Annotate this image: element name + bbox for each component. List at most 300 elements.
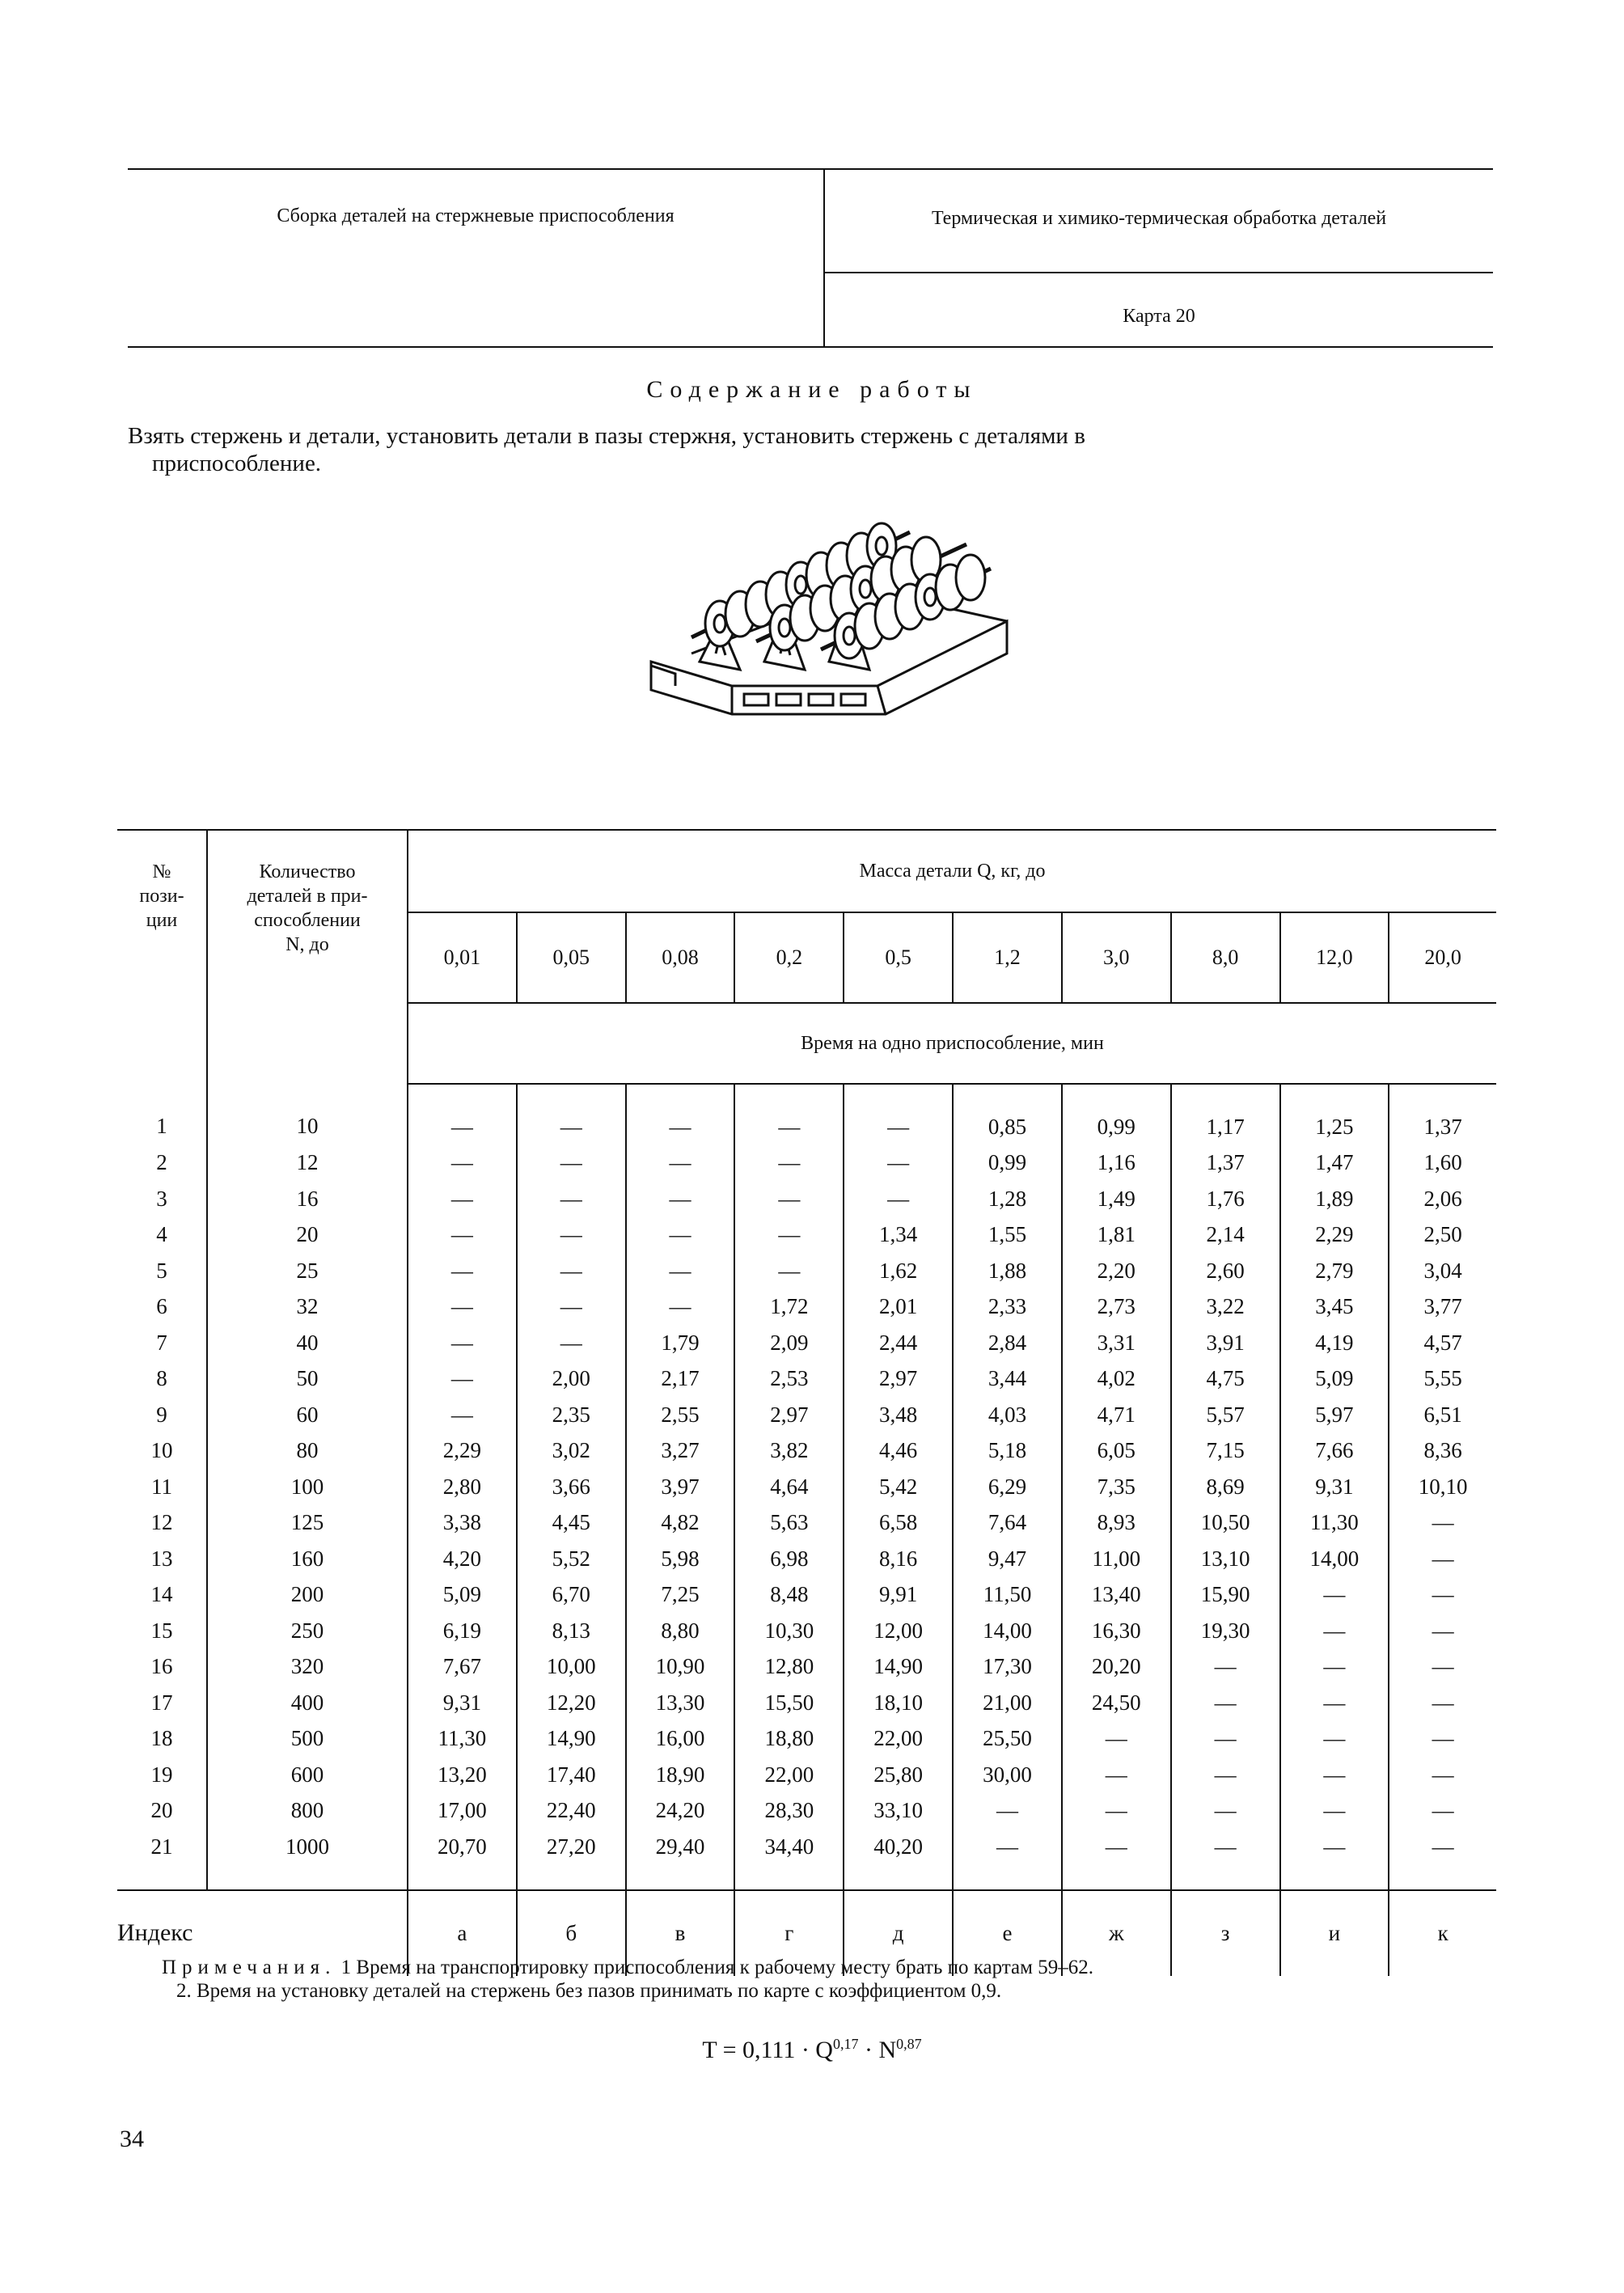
time-value-cell: 15,90: [1171, 1577, 1280, 1614]
time-value-cell: 4,64: [734, 1469, 844, 1505]
time-value-cell: 1,76: [1171, 1181, 1280, 1217]
time-value-cell: 9,47: [953, 1541, 1062, 1577]
quantity-cell: 600: [207, 1757, 408, 1793]
time-value-cell: —: [626, 1145, 735, 1182]
time-value-cell: 29,40: [626, 1829, 735, 1890]
index-value-cell: д: [844, 1890, 953, 1976]
time-value-cell: 1,72: [734, 1289, 844, 1326]
time-value-cell: 0,99: [953, 1145, 1062, 1182]
time-value-cell: 17,30: [953, 1649, 1062, 1686]
time-value-cell: —: [517, 1181, 626, 1217]
quantity-header-line: способлении: [254, 910, 361, 931]
position-cell: 14: [117, 1577, 207, 1614]
position-cell: 1: [117, 1084, 207, 1145]
position-cell: 21: [117, 1829, 207, 1890]
time-value-cell: 1,49: [1062, 1181, 1171, 1217]
time-value-cell: 8,80: [626, 1613, 735, 1649]
index-value-cell: а: [408, 1890, 517, 1976]
time-value-cell: —: [844, 1145, 953, 1182]
quantity-cell: 400: [207, 1685, 408, 1721]
quantity-cell: 200: [207, 1577, 408, 1614]
time-value-cell: 10,30: [734, 1613, 844, 1649]
header-block: [128, 168, 1493, 348]
time-value-cell: 25,80: [844, 1757, 953, 1793]
time-value-cell: 5,52: [517, 1541, 626, 1577]
mass-header: Масса детали Q, кг, до: [408, 830, 1496, 912]
position-cell: 9: [117, 1397, 207, 1433]
quantity-cell: 50: [207, 1361, 408, 1398]
time-value-cell: 1,37: [1423, 1114, 1462, 1139]
time-value-cell: 6,51: [1423, 1402, 1462, 1427]
time-value-cell: 4,71: [1062, 1397, 1171, 1433]
header-right-top-cell: [825, 170, 1493, 273]
quantity-cell: 40: [207, 1325, 408, 1361]
time-value-cell: 8,93: [1062, 1505, 1171, 1542]
time-value-cell: 14,00: [953, 1613, 1062, 1649]
time-value-cell: —: [734, 1253, 844, 1289]
time-value-cell: —: [408, 1325, 517, 1361]
time-value-cell: 7,25: [626, 1577, 735, 1614]
time-value-cell: —: [1432, 1546, 1454, 1571]
time-value-cell: 5,97: [1280, 1397, 1389, 1433]
quantity-cell: 12: [207, 1145, 408, 1182]
formula: [0, 2036, 1624, 2064]
time-value-cell: 11,30: [408, 1721, 517, 1758]
card-number: Карта 20: [1123, 306, 1195, 327]
time-value-cell: 10,00: [517, 1649, 626, 1686]
position-cell: 6: [117, 1289, 207, 1326]
time-value-cell: —: [1280, 1577, 1389, 1614]
header-right-title: Термическая и химико-термическая обработка деталей: [931, 208, 1387, 229]
quantity-cell: 10: [207, 1084, 408, 1145]
header-left-title: Сборка деталей на стержневые приспособления: [277, 205, 675, 226]
table-row: [117, 1541, 1496, 1577]
time-value-cell: 3,48: [844, 1397, 953, 1433]
time-value-cell: 1,16: [1062, 1145, 1171, 1182]
time-value-cell: 18,80: [734, 1721, 844, 1758]
time-value-cell: —: [1062, 1721, 1171, 1758]
time-value-cell: 3,02: [517, 1433, 626, 1470]
note-2: 2. Время на установку деталей на стержень без пазов принимать по карте с коэффициентом 0,9.: [176, 1980, 1002, 2002]
time-value-cell: 2,50: [1423, 1222, 1462, 1247]
time-value-cell: 22,00: [844, 1721, 953, 1758]
time-value-cell: 3,91: [1171, 1325, 1280, 1361]
time-value-cell: 2,55: [626, 1397, 735, 1433]
time-value-cell: 2,14: [1171, 1217, 1280, 1254]
time-value-cell: 27,20: [517, 1829, 626, 1890]
time-value-cell: 5,09: [408, 1577, 517, 1614]
time-value-cell: 2,09: [734, 1325, 844, 1361]
mass-value-header: 0,05: [517, 912, 626, 1003]
position-cell: 4: [117, 1217, 207, 1254]
time-value-cell: 33,10: [844, 1793, 953, 1830]
time-value-cell: 40,20: [844, 1829, 953, 1890]
mass-value-header: 8,0: [1171, 912, 1280, 1003]
time-value-cell: —: [1171, 1829, 1280, 1890]
quantity-cell: 1000: [207, 1829, 408, 1890]
time-value-cell: 1,34: [844, 1217, 953, 1254]
time-value-cell: 2,84: [953, 1325, 1062, 1361]
formula-exp-q: 0,17: [832, 2036, 859, 2052]
time-value-cell: 3,44: [953, 1361, 1062, 1398]
time-value-cell: —: [1062, 1829, 1171, 1890]
table-row: [117, 1649, 1496, 1686]
time-value-cell: —: [1280, 1649, 1389, 1686]
time-value-cell: 5,63: [734, 1505, 844, 1542]
index-value-cell: ж: [1062, 1890, 1171, 1976]
time-value-cell: 19,30: [1171, 1613, 1280, 1649]
quantity-column-header: [207, 830, 408, 1084]
time-value-cell: 2,60: [1171, 1253, 1280, 1289]
quantity-cell: 25: [207, 1253, 408, 1289]
time-value-cell: 2,06: [1423, 1186, 1462, 1211]
time-value-cell: 1,60: [1423, 1150, 1462, 1175]
time-value-cell: 6,19: [408, 1613, 517, 1649]
time-value-cell: —: [1432, 1654, 1454, 1679]
time-value-cell: —: [1171, 1721, 1280, 1758]
time-value-cell: 8,69: [1171, 1469, 1280, 1505]
time-value-cell: 3,27: [626, 1433, 735, 1470]
time-value-cell: 1,79: [626, 1325, 735, 1361]
time-value-cell: 5,98: [626, 1541, 735, 1577]
time-value-cell: 2,73: [1062, 1289, 1171, 1326]
time-value-cell: 15,50: [734, 1685, 844, 1721]
time-value-cell: 14,90: [517, 1721, 626, 1758]
time-value-cell: 28,30: [734, 1793, 844, 1830]
index-value-cell: б: [517, 1890, 626, 1976]
time-value-cell: 21,00: [953, 1685, 1062, 1721]
time-value-cell: 1,81: [1062, 1217, 1171, 1254]
mass-value-header: 3,0: [1062, 912, 1171, 1003]
quantity-header-line: Количество: [259, 861, 356, 882]
note-1: 1 Время на транспортировку приспособления к рабочему месту брать по картам 59–62.: [340, 1957, 1093, 1978]
time-value-cell: 4,20: [408, 1541, 517, 1577]
time-value-cell: 1,17: [1171, 1084, 1280, 1145]
time-value-cell: 2,01: [844, 1289, 953, 1326]
position-cell: 11: [117, 1469, 207, 1505]
time-value-cell: 5,55: [1423, 1366, 1462, 1391]
time-value-cell: 4,45: [517, 1505, 626, 1542]
position-cell: 19: [117, 1757, 207, 1793]
time-value-cell: —: [1280, 1685, 1389, 1721]
table-row: [117, 1253, 1496, 1289]
time-value-cell: —: [408, 1361, 517, 1398]
quantity-cell: 500: [207, 1721, 408, 1758]
time-value-cell: 14,00: [1280, 1541, 1389, 1577]
position-cell: 7: [117, 1325, 207, 1361]
time-value-cell: —: [517, 1325, 626, 1361]
table-header-row: [117, 830, 1496, 912]
time-value-cell: 20,20: [1062, 1649, 1171, 1686]
time-value-cell: 9,31: [1280, 1469, 1389, 1505]
time-value-cell: —: [408, 1181, 517, 1217]
time-value-cell: —: [517, 1145, 626, 1182]
time-value-cell: 3,04: [1423, 1258, 1462, 1283]
time-value-cell: 22,40: [517, 1793, 626, 1830]
time-value-cell: —: [1432, 1726, 1454, 1751]
position-column-header: [117, 830, 207, 1084]
time-value-cell: 0,99: [1062, 1084, 1171, 1145]
time-value-cell: 1,37: [1171, 1145, 1280, 1182]
quantity-cell: 16: [207, 1181, 408, 1217]
time-value-cell: —: [734, 1084, 844, 1145]
time-value-cell: 4,02: [1062, 1361, 1171, 1398]
time-value-cell: 7,35: [1062, 1469, 1171, 1505]
time-value-cell: 8,13: [517, 1613, 626, 1649]
time-value-cell: —: [1062, 1757, 1171, 1793]
time-value-cell: —: [1432, 1690, 1454, 1715]
time-value-cell: 10,50: [1171, 1505, 1280, 1542]
quantity-cell: 320: [207, 1649, 408, 1686]
time-value-cell: 5,42: [844, 1469, 953, 1505]
table-row: [117, 1505, 1496, 1542]
time-value-cell: 6,58: [844, 1505, 953, 1542]
time-value-cell: —: [1171, 1757, 1280, 1793]
note-line-1: [162, 1956, 1464, 1979]
position-cell: 15: [117, 1613, 207, 1649]
section-title: Содержание работы: [646, 376, 978, 403]
time-value-cell: 11,30: [1280, 1505, 1389, 1542]
mass-value-header: 0,01: [408, 912, 517, 1003]
formula-exp-n: 0,87: [896, 2036, 922, 2052]
time-value-cell: 17,40: [517, 1757, 626, 1793]
time-value-cell: 3,31: [1062, 1325, 1171, 1361]
position-cell: 10: [117, 1433, 207, 1470]
notes-caption: Примечания.: [162, 1957, 336, 1978]
time-value-cell: —: [1062, 1793, 1171, 1830]
time-value-cell: 10,10: [1418, 1474, 1468, 1499]
index-label: Индекс: [117, 1890, 408, 1976]
page-number: 34: [120, 2126, 144, 2152]
table-row: [117, 1433, 1496, 1470]
time-value-cell: —: [626, 1084, 735, 1145]
mass-value-header: 0,08: [626, 912, 735, 1003]
index-value-cell: к: [1437, 1920, 1448, 1945]
table-row: [117, 1181, 1496, 1217]
time-value-cell: —: [1171, 1685, 1280, 1721]
time-value-cell: 1,55: [953, 1217, 1062, 1254]
time-value-cell: 2,29: [408, 1433, 517, 1470]
position-cell: 12: [117, 1505, 207, 1542]
position-cell: 18: [117, 1721, 207, 1758]
quantity-cell: 32: [207, 1289, 408, 1326]
time-value-cell: —: [1432, 1582, 1454, 1607]
position-cell: 8: [117, 1361, 207, 1398]
time-norms-table: [117, 829, 1496, 1976]
time-value-cell: 2,79: [1280, 1253, 1389, 1289]
time-value-cell: 1,89: [1280, 1181, 1389, 1217]
table-row: [117, 1289, 1496, 1326]
time-value-cell: 5,09: [1280, 1361, 1389, 1398]
time-value-cell: 4,46: [844, 1433, 953, 1470]
quantity-header-line: деталей в при-: [247, 886, 368, 907]
time-value-cell: 22,00: [734, 1757, 844, 1793]
time-value-cell: 13,40: [1062, 1577, 1171, 1614]
table-row: [117, 1469, 1496, 1505]
time-value-cell: —: [1280, 1613, 1389, 1649]
time-value-cell: 0,85: [953, 1084, 1062, 1145]
table-row: [117, 1721, 1496, 1758]
mass-value-header: 0,2: [734, 912, 844, 1003]
table-row: [117, 1793, 1496, 1830]
time-value-cell: 2,29: [1280, 1217, 1389, 1254]
time-value-cell: 1,62: [844, 1253, 953, 1289]
quantity-cell: 160: [207, 1541, 408, 1577]
time-value-cell: 1,28: [953, 1181, 1062, 1217]
position-cell: 13: [117, 1541, 207, 1577]
time-value-cell: 1,25: [1280, 1084, 1389, 1145]
time-value-cell: 11,50: [953, 1577, 1062, 1614]
time-value-cell: 12,80: [734, 1649, 844, 1686]
time-value-cell: —: [517, 1084, 626, 1145]
position-header-line: пози-: [139, 886, 184, 907]
mass-value-header: 1,2: [953, 912, 1062, 1003]
header-right-bottom-cell: [825, 273, 1493, 346]
mass-value-header: 20,0: [1389, 912, 1496, 1003]
time-value-cell: 1,47: [1280, 1145, 1389, 1182]
formula-mid: · N: [858, 2037, 897, 2063]
time-value-cell: 2,80: [408, 1469, 517, 1505]
time-value-cell: 3,38: [408, 1505, 517, 1542]
time-value-cell: 3,45: [1280, 1289, 1389, 1326]
quantity-cell: 60: [207, 1397, 408, 1433]
time-value-cell: —: [953, 1829, 1062, 1890]
table-row: [117, 1613, 1496, 1649]
work-description: [128, 422, 1493, 477]
time-value-cell: —: [1280, 1757, 1389, 1793]
time-value-cell: 6,29: [953, 1469, 1062, 1505]
time-value-cell: 5,57: [1171, 1397, 1280, 1433]
time-value-cell: 4,19: [1280, 1325, 1389, 1361]
time-value-cell: 8,36: [1423, 1438, 1462, 1463]
table-row: [117, 1361, 1496, 1398]
time-value-cell: 11,00: [1062, 1541, 1171, 1577]
index-value-cell: и: [1280, 1890, 1389, 1976]
time-value-cell: —: [408, 1145, 517, 1182]
time-value-cell: 2,44: [844, 1325, 953, 1361]
table-row: [117, 1145, 1496, 1182]
table-row: [117, 1757, 1496, 1793]
quantity-cell: 100: [207, 1469, 408, 1505]
formula-prefix: T = 0,111 · Q: [702, 2037, 833, 2063]
time-value-cell: 4,57: [1423, 1330, 1462, 1355]
time-value-cell: —: [626, 1181, 735, 1217]
time-value-cell: —: [734, 1145, 844, 1182]
time-value-cell: 3,82: [734, 1433, 844, 1470]
time-value-cell: —: [1432, 1798, 1454, 1823]
time-value-cell: —: [734, 1181, 844, 1217]
work-description-line1: Взять стержень и детали, установить детали в пазы стержня, установить стержень с деталями в: [128, 423, 1085, 449]
time-value-cell: 18,10: [844, 1685, 953, 1721]
index-value-cell: е: [953, 1890, 1062, 1976]
position-header-line: ции: [146, 910, 178, 931]
time-value-cell: 2,53: [734, 1361, 844, 1398]
time-value-cell: —: [517, 1289, 626, 1326]
time-value-cell: —: [1171, 1649, 1280, 1686]
time-value-cell: 34,40: [734, 1829, 844, 1890]
time-value-cell: 7,15: [1171, 1433, 1280, 1470]
time-value-cell: 3,22: [1171, 1289, 1280, 1326]
time-value-cell: 9,31: [408, 1685, 517, 1721]
time-value-cell: 12,20: [517, 1685, 626, 1721]
time-value-cell: 6,70: [517, 1577, 626, 1614]
index-value-cell: з: [1171, 1890, 1280, 1976]
time-value-cell: —: [408, 1217, 517, 1254]
time-value-cell: 24,50: [1062, 1685, 1171, 1721]
time-value-cell: —: [1432, 1510, 1454, 1535]
time-value-cell: —: [408, 1253, 517, 1289]
time-value-cell: 7,67: [408, 1649, 517, 1686]
time-value-cell: 7,66: [1280, 1433, 1389, 1470]
table-row: [117, 1577, 1496, 1614]
time-value-cell: —: [734, 1217, 844, 1254]
time-value-cell: 2,20: [1062, 1253, 1171, 1289]
time-value-cell: 3,66: [517, 1469, 626, 1505]
index-value-cell: в: [626, 1890, 735, 1976]
table-row: [117, 1685, 1496, 1721]
index-value-cell: г: [734, 1890, 844, 1976]
time-header: Время на одно приспособление, мин: [408, 1003, 1496, 1084]
position-cell: 5: [117, 1253, 207, 1289]
time-value-cell: —: [1432, 1762, 1454, 1787]
time-value-cell: 13,20: [408, 1757, 517, 1793]
time-value-cell: 8,48: [734, 1577, 844, 1614]
position-cell: 17: [117, 1685, 207, 1721]
time-value-cell: —: [517, 1253, 626, 1289]
time-value-cell: —: [408, 1397, 517, 1433]
work-description-line2: приспособление.: [152, 451, 322, 476]
time-value-cell: 3,77: [1423, 1294, 1462, 1319]
table-row: [117, 1084, 1496, 1145]
quantity-header-line: N, до: [285, 934, 329, 955]
time-value-cell: 20,70: [408, 1829, 517, 1890]
time-value-cell: 2,97: [734, 1397, 844, 1433]
time-value-cell: 8,16: [844, 1541, 953, 1577]
time-value-cell: —: [844, 1181, 953, 1217]
table-row: [117, 1397, 1496, 1433]
time-value-cell: 9,91: [844, 1577, 953, 1614]
time-value-cell: —: [408, 1289, 517, 1326]
time-value-cell: 12,00: [844, 1613, 953, 1649]
quantity-cell: 250: [207, 1613, 408, 1649]
time-value-cell: 18,90: [626, 1757, 735, 1793]
time-value-cell: —: [517, 1217, 626, 1254]
time-value-cell: 17,00: [408, 1793, 517, 1830]
time-value-cell: —: [408, 1084, 517, 1145]
time-value-cell: —: [1280, 1829, 1389, 1890]
rod-fixture-drawing-icon: [643, 500, 1015, 730]
time-value-cell: 1,88: [953, 1253, 1062, 1289]
time-value-cell: —: [844, 1084, 953, 1145]
quantity-cell: 20: [207, 1217, 408, 1254]
time-value-cell: —: [626, 1253, 735, 1289]
notes: [162, 1956, 1464, 2003]
time-value-cell: 30,00: [953, 1757, 1062, 1793]
time-value-cell: 4,03: [953, 1397, 1062, 1433]
time-value-cell: —: [626, 1217, 735, 1254]
position-cell: 2: [117, 1145, 207, 1182]
time-value-cell: 13,30: [626, 1685, 735, 1721]
position-header-line: №: [152, 861, 171, 882]
time-value-cell: 10,90: [626, 1649, 735, 1686]
time-value-cell: —: [1171, 1793, 1280, 1830]
time-value-cell: 6,05: [1062, 1433, 1171, 1470]
time-value-cell: 13,10: [1171, 1541, 1280, 1577]
table-row: [117, 1325, 1496, 1361]
time-value-cell: —: [953, 1793, 1062, 1830]
time-value-cell: 24,20: [626, 1793, 735, 1830]
time-value-cell: 6,98: [734, 1541, 844, 1577]
